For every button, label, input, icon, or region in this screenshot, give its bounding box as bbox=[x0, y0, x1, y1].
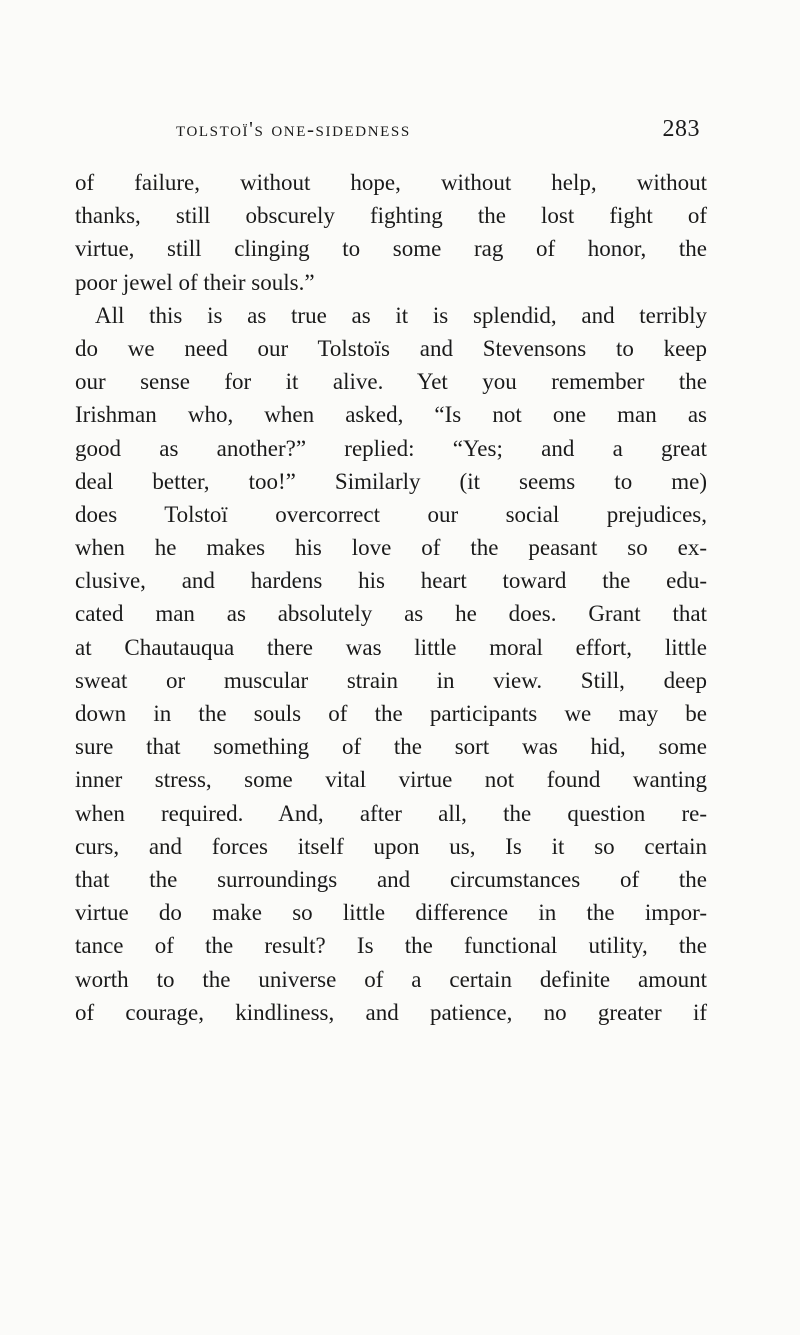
running-head bbox=[176, 113, 700, 145]
text-line: deal better, too!” Similarly (it seems to me) bbox=[75, 468, 707, 494]
text-line: down in the souls of the participants we may be bbox=[75, 701, 707, 726]
text-line: that the surroundings and circumstances of the bbox=[75, 866, 707, 892]
text-line: thanks, still obscurely fighting the lost fight of bbox=[75, 203, 707, 229]
text-line: All this is as true as it is splendid, and terribly bbox=[95, 302, 707, 328]
text-line: at Chautauqua there was little moral effort, little bbox=[75, 634, 707, 660]
text-line: virtue, still clinging to some rag of honor, the bbox=[75, 236, 707, 262]
text-line: of courage, kindliness, and patience, no greater if bbox=[75, 999, 707, 1025]
text-line: do we need our Tolstoïs and Stevensons to keep bbox=[75, 335, 707, 361]
text-line: of failure, without hope, without help, without bbox=[75, 170, 707, 195]
text-line: when required. And, after all, the question re- bbox=[75, 800, 707, 826]
text-line: curs, and forces itself upon us, Is it so certain bbox=[75, 833, 707, 859]
text-line: does Tolstoï overcorrect our social prejudices, bbox=[75, 501, 707, 527]
text-line: worth to the universe of a certain definite amount bbox=[75, 966, 707, 992]
text-line: sweat or muscular strain in view. Still, deep bbox=[75, 667, 707, 693]
text-line: clusive, and hardens his heart toward the edu- bbox=[75, 568, 707, 594]
text-line: sure that something of the sort was hid, some bbox=[75, 734, 707, 760]
text-line: virtue do make so little difference in the impor- bbox=[75, 900, 707, 926]
page-number: 283 bbox=[662, 116, 700, 142]
text-line: tance of the result? Is the functional utility, the bbox=[75, 933, 707, 959]
text-line: our sense for it alive. Yet you remember the bbox=[75, 369, 707, 395]
text-line: inner stress, some vital virtue not found wanting bbox=[75, 767, 707, 793]
running-title: tolstoï's one-sidedness bbox=[176, 117, 411, 141]
text-line: when he makes his love of the peasant so ex- bbox=[75, 535, 707, 561]
text-line: good as another?” replied: “Yes; and a great bbox=[75, 435, 707, 461]
text-line: poor jewel of their souls.” bbox=[75, 269, 315, 295]
text-line: Irishman who, when asked, “Is not one man as bbox=[75, 402, 707, 428]
body-text bbox=[75, 166, 707, 1029]
text-line: cated man as absolutely as he does. Grant that bbox=[75, 601, 707, 627]
